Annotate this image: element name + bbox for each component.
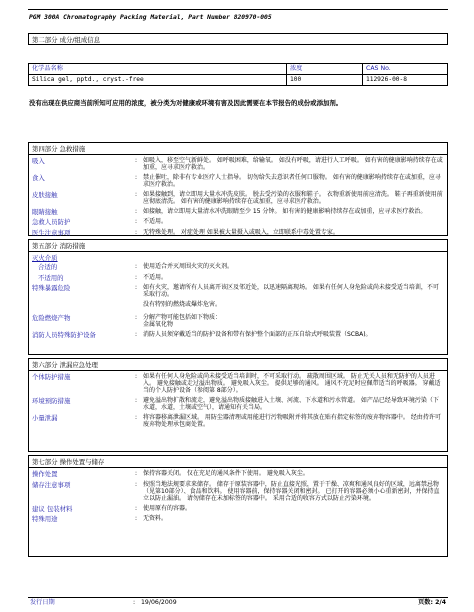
list-item: 建议 包装材料 : 使用原有的容器。 — [32, 505, 444, 513]
item-label: 吸入 — [32, 157, 45, 165]
cas-number-cell: 112926-00-8 — [363, 75, 448, 86]
list-item: 消防人员特殊防护设备 : 消防人员须穿戴适当的防护设备和带有保护整个面部的正压自给式呼吸装置（SCBA)。 — [32, 331, 444, 339]
item-text: 如有火灾，邀请所有人员离开该区及邻近处，以迅速隔离现场。 如果有任何人身危险或尚未接受适当培训，不可采取行动。 — [143, 284, 439, 299]
item-label: 个体防护措施 — [32, 373, 71, 381]
footer-rule — [28, 597, 448, 598]
document-title: PGM 300A Chromatography Packing Material, Part Number 820970-005 — [29, 14, 272, 21]
item-text: 不适用。 — [143, 218, 168, 226]
section-heading: 第六部分 泄漏应急处理 — [29, 359, 447, 371]
top-rule — [28, 9, 448, 10]
section-heading: 第二部分 成分/组成信息 — [32, 36, 101, 44]
list-item: 操作处置 : 保持容器关闭。 仅在充足的通风条件下使用。 避免吸入灰尘。 — [32, 470, 444, 478]
section-handling-storage — [28, 455, 448, 557]
item-label: 小量泄漏 — [32, 413, 58, 422]
item-label: 急救人员防护 — [32, 218, 71, 227]
column-header-chemical: 化学品名称 — [29, 64, 287, 75]
item-text: 如果接触到，请立即用大量水冲洗皮肤。 脱去受污染的衣服和鞋子。 衣物重新使用前应清洗。 鞋子再重新使用前应彻底清洗。 如有害的健康影响持续存在或加重，应寻求医疗救治。 — [143, 190, 443, 205]
item-text: 使用原有的容器。 — [143, 504, 192, 512]
item-label: 不适用的 — [38, 273, 64, 282]
item-label: 环境预防措施 — [32, 397, 71, 406]
list-item: 皮肤接触 : 如果接触到，请立即用大量水冲洗皮肤。 脱去受污染的衣服和鞋子。 衣物重新使用前应清洗。 鞋子再重新使用前应彻底清洗。 如有害的健康影响持续存在或加重，应寻求医疗救治。 — [32, 190, 443, 205]
item-label: 合适的 — [38, 263, 58, 271]
composition-note: 没有出现在供应商当前所知可应用的浓度，被分类为对健康或环境有害及因此需要在本节报告的成份或添加剂。 — [29, 99, 343, 107]
handling-list — [29, 468, 447, 529]
item-label: 危险燃烧产物 — [32, 314, 71, 323]
item-text: 如接触，请立即用大量清水冲洗眼睛至少 15 分钟。 如有害的健康影响持续存在或加重，应寻求医疗救治。 — [143, 207, 427, 215]
item-label: 皮肤接触 — [32, 190, 58, 199]
issue-date-label: 发行日期 — [30, 599, 55, 606]
item-label: 特殊暴露危险 — [32, 284, 71, 292]
item-text: 金属氧化物 — [143, 321, 174, 329]
composition-table — [28, 63, 448, 86]
column-header-cas: CAS No. — [363, 64, 448, 75]
section-heading: 第四部分 急救措施 — [29, 143, 447, 155]
item-text: 无特殊处理。 对症处理 如果被大量摄入或吸入，立即联系中毒处置专家。 — [143, 228, 339, 236]
list-item: 眼睛接触 : 如接触，请立即用大量清水冲洗眼睛至少 15 分钟。 如有害的健康影响持续存在或加重，应寻求医疗救治。 — [32, 208, 444, 216]
list-item: 急救人员防护 : 不适用。 — [32, 218, 444, 226]
extinguishing-media-label: 灭火介质 — [32, 254, 58, 262]
list-item: 特殊用途 : 无资料。 — [32, 515, 444, 523]
column-header-concentration: 浓度 — [287, 64, 363, 75]
item-text: 将容器移离泄漏区域。 用防尘器清理或用能进行污物吸附并将其放在贴有指定标签的废弃物容器中。 经由持许可废弃物处理承包商处置。 — [143, 413, 441, 429]
section-fire-fighting — [28, 239, 448, 355]
item-label: 特殊用途 — [32, 515, 58, 524]
table-header-row — [29, 64, 448, 75]
item-label: 消防人员特殊防护设备 — [32, 330, 96, 339]
issue-date-value: 19/06/2009 — [141, 599, 177, 606]
item-label: 操作处置 — [32, 470, 58, 478]
chemical-name-cell: Silica gel, pptd., cryst.-free — [29, 75, 287, 86]
item-label: 食入 — [32, 173, 45, 182]
section-accidental-release — [28, 358, 448, 452]
release-list — [29, 371, 447, 434]
item-text: 消防人员须穿戴适当的防护设备和带有保护整个面部的正压自给式呼吸装置（SCBA)。 — [143, 330, 372, 338]
list-item: 危险燃烧产物 : 分解产物可能包括如下物质： 金属氧化物 — [32, 314, 444, 328]
item-label: 医生注意事项 — [32, 228, 71, 237]
page-footer: 发行日期 : 19/06/2009 页数: 2/4 — [30, 599, 446, 606]
concentration-cell: 100 — [287, 75, 363, 86]
table-row — [29, 75, 448, 86]
first-aid-list — [29, 155, 447, 242]
item-text: 按照当地法规要求来储存。 储存于原装容器中，防止直接光照，置于干燥、凉爽和通风良好的区域，远离禁忌物（见第10部分）、食品和饮料。 使用容器前，保持容器关闭和密封。 已打开的容器必须小心重新密封，并保持直立以防止漏油。 请勿储存在未加标签的容器中。 采用合适的收容方式以防止污染环境。 — [143, 480, 440, 502]
section-composition-header-box — [28, 33, 448, 45]
list-item: 储存注意事项 : 按照当地法规要求来储存。 储存于原装容器中，防止直接光照，置于干燥、凉爽和通风良好的区域，远离禁忌物（见第10部分）、食品和饮料。 使用容器前，保持容器关闭和密封。 已打开的容器必须小心重新密封，并保持直立以防止漏油。 请勿储存在未加标签的容器中。 采用合适的收容方式以防止污染环境。 — [32, 481, 444, 503]
section-heading: 第五部分 消防措施 — [29, 240, 447, 252]
list-item: 环境预防措施 : 避免溢出物扩散和流走，避免溢出物质接触进入土壤、河流、下水道和污水管道。 如产品已经导致环境污染（下水道，水道，土壤或空气），请通知有关当局。 — [32, 397, 444, 411]
list-item: 吸入 : 如吸入，移至空气新鲜处。 如呼吸困难，给输氧。 如没有呼吸，请进行人工呼吸。 如有害的健康影响持续存在或加重，应寻求医疗救治。 — [32, 157, 443, 172]
item-text: 不适用。 — [143, 273, 168, 281]
item-text: 分解产物可能包括如下物质： — [143, 314, 222, 322]
list-item: 食入 : 禁止催吐，除非有专业医疗人士指导。 切勿给失去意识者任何口服物。 如有害的健康影响持续存在或加重，应寻求医疗救治。 — [32, 174, 444, 188]
list-item: 个体防护措施 : 如果有任何人身危险或尚未接受适当培训时，不可采取行动。 疏散周围区域。 防止无关人员和无防护的人员进入。 避免接触或走过溢出物质。 避免吸入灰尘。 提供足够的通风。 通风不充足时应佩带适当的呼吸器。 穿戴适当的个人防护设备（参阅第 8部分）。 — [32, 373, 444, 395]
fire-fighting-list — [29, 252, 447, 344]
item-text: 如果有任何人身危险或尚未接受适当培训时，不可采取行动。 疏散周围区域。 防止无关人员和无防护的人员进入。 避免接触或走过溢出物质。 避免吸入灰尘。 提供足够的通风。 通风不充足时应佩带适当的呼吸器。 穿戴适当的个人防护设备（参阅第 8部分）。 — [143, 373, 441, 395]
item-text: 保持容器关闭。 仅在充足的通风条件下使用。 避免吸入灰尘。 — [143, 470, 309, 477]
list-item: 合适的 : 使用适合并灭周围火灾的灭火剂。 — [32, 263, 444, 271]
list-item: 小量泄漏 : 将容器移离泄漏区域。 用防尘器清理或用能进行污物吸附并将其放在贴有指定标签的废弃物容器中。 经由持许可废弃物处理承包商处置。 — [32, 414, 444, 428]
item-label: 建议 包装材料 — [32, 504, 73, 513]
item-text: 禁止催吐，除非有专业医疗人士指导。 切勿给失去意识者任何口服物。 如有害的健康影响持续存在或加重，应寻求医疗救治。 — [143, 173, 441, 189]
item-text: 避免溢出物扩散和流走，避免溢出物质接触进入土壤、河流、下水道和污水管道。 如产品已经导致环境污染（下水道，水道，土壤或空气），请通知有关当局。 — [143, 397, 439, 412]
section-heading: 第七部分 操作处置与储存 — [29, 456, 447, 468]
list-item: 特殊暴露危险 : 如有火灾，邀请所有人员离开该区及邻近处，以迅速隔离现场。 如果有任何人身危险或尚未接受适当培训，不可采取行动。 没有特别的燃烧或爆炸危害。 — [32, 284, 444, 312]
list-item: 不适用的 : 不适用。 — [32, 274, 444, 282]
section-first-aid — [28, 142, 448, 236]
list-item: 医生注意事项 : 无特殊处理。 对症处理 如果被大量摄入或吸入，立即联系中毒处置专家。 — [32, 229, 444, 237]
item-label: 眼睛接触 — [32, 207, 58, 216]
item-text: 无资料。 — [143, 515, 168, 523]
item-text: 没有特别的燃烧或爆炸危害。 — [143, 301, 222, 309]
item-label: 储存注意事项 — [32, 480, 71, 489]
page-number: 页数: 2/4 — [418, 599, 446, 606]
item-text: 使用适合并灭周围火灾的灭火剂。 — [143, 263, 234, 270]
item-text: 如吸入，移至空气新鲜处。 如呼吸困难，给输氧。 如没有呼吸，请进行人工呼吸。 如有害的健康影响持续存在或加重，应寻求医疗救治。 — [143, 157, 443, 172]
